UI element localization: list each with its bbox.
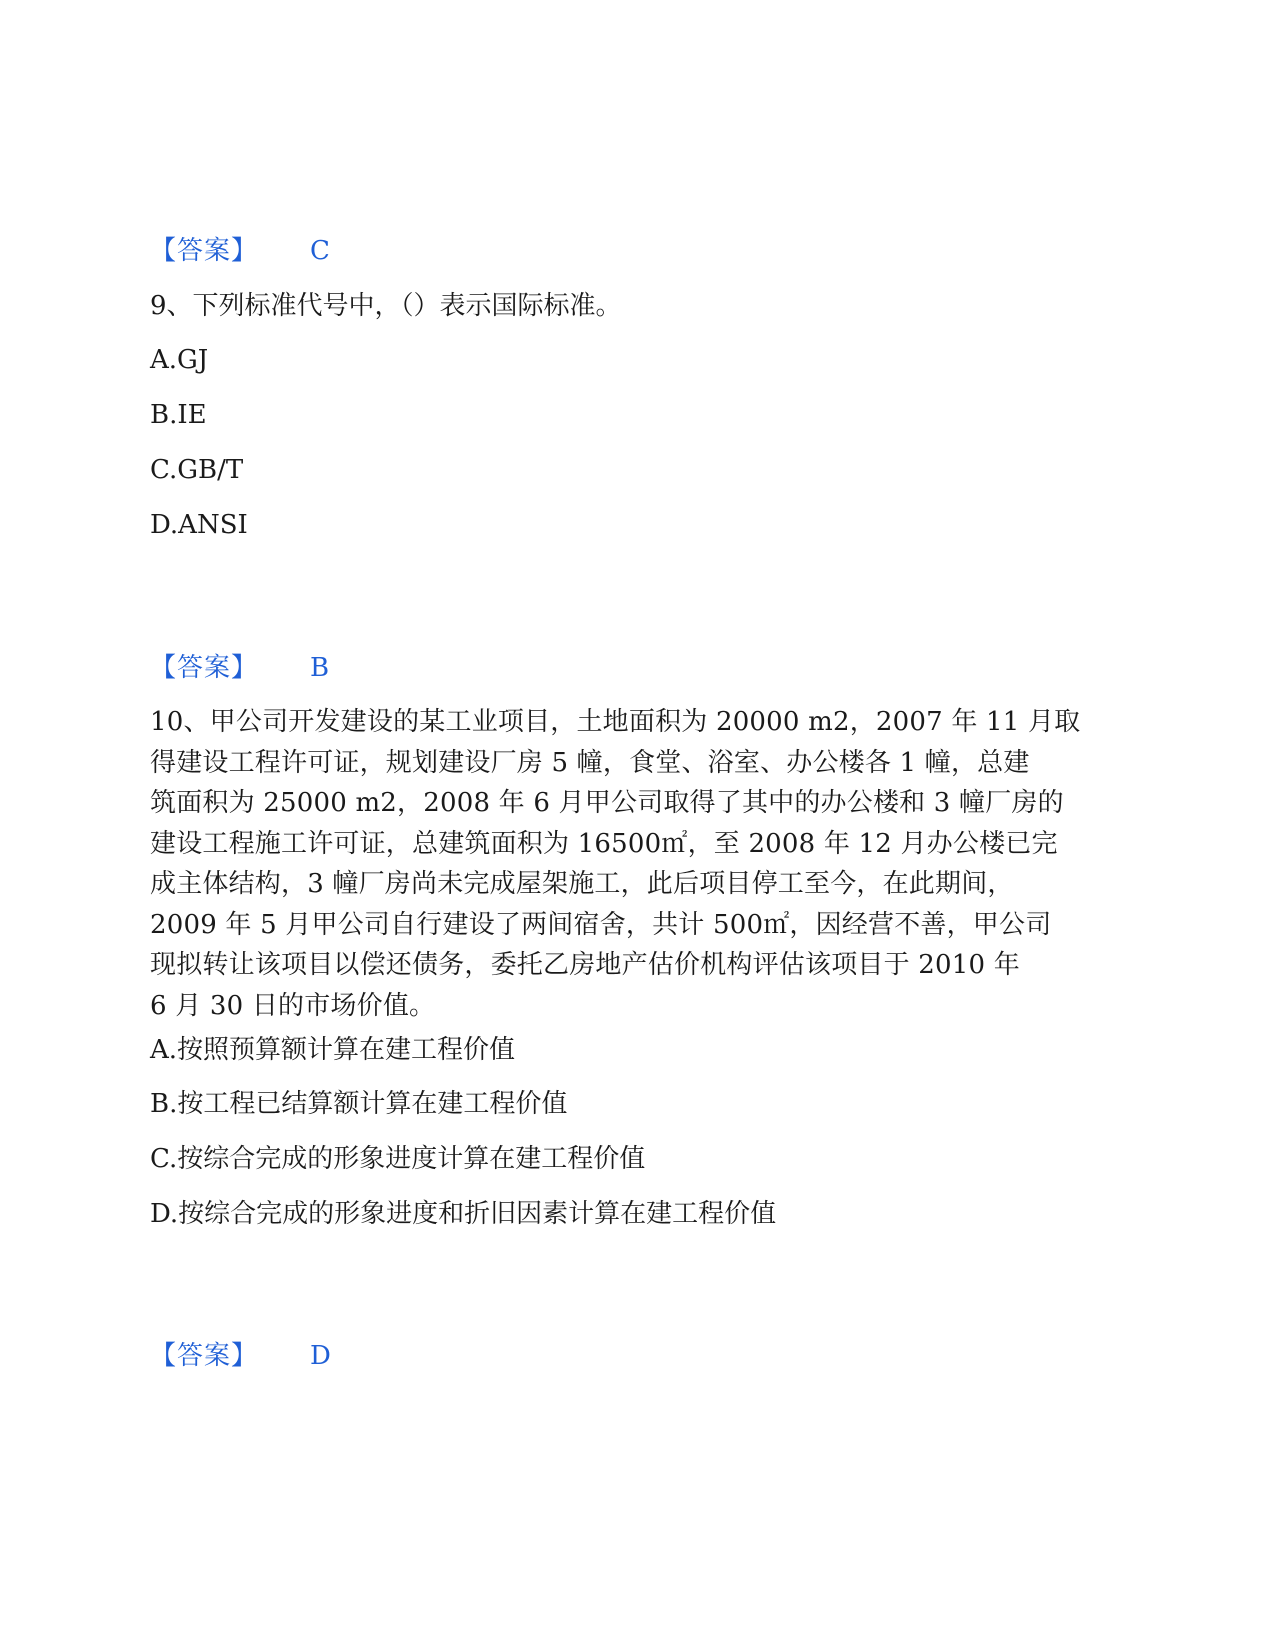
answer-value: D <box>310 1341 331 1371</box>
answer-tag: 【答案】 <box>150 1341 259 1371</box>
question-10-stem <box>150 702 1110 1026</box>
question-10-option-b: B.按工程已结算额计算在建工程价值 <box>150 1089 568 1119</box>
answer-line-q10 <box>150 1341 331 1371</box>
answer-line-q9 <box>150 653 329 683</box>
stem-line: 6 月 30 日的市场价值。 <box>150 990 436 1021</box>
stem-line: 建设工程施工许可证，总建筑面积为 16500㎡，至 2008 年 12 月办公楼已完 <box>150 828 1058 859</box>
question-9-option-b: B.IE <box>150 400 207 430</box>
question-9-option-a: A.GJ <box>150 345 209 375</box>
question-9-stem: 9、下列标准代号中，（）表示国际标准。 <box>150 291 622 321</box>
stem-line: 2009 年 5 月甲公司自行建设了两间宿舍，共计 500㎡，因经营不善，甲公司 <box>150 909 1052 940</box>
stem-line: 得建设工程许可证，规划建设厂房 5 幢，食堂、浴室、办公楼各 1 幢，总建 <box>150 747 1030 778</box>
answer-value: B <box>310 653 330 683</box>
answer-tag: 【答案】 <box>150 653 259 683</box>
stem-line: 10、甲公司开发建设的某工业项目，土地面积为 20000 m2，2007 年 11 月取 <box>150 707 1081 737</box>
answer-line-q8 <box>150 236 330 266</box>
answer-tag: 【答案】 <box>150 236 259 266</box>
stem-line: 成主体结构，3 幢厂房尚未完成屋架施工，此后项目停工至今，在此期间， <box>150 869 1014 899</box>
stem-line: 现拟转让该项目以偿还债务，委托乙房地产估价机构评估该项目于 2010 年 <box>150 950 1020 980</box>
question-10-option-a: A.按照预算额计算在建工程价值 <box>150 1035 516 1065</box>
question-10-option-c: C.按综合完成的形象进度计算在建工程价值 <box>150 1144 646 1174</box>
question-9-option-c: C.GB/T <box>150 455 244 485</box>
question-9-option-d: D.ANSI <box>150 510 248 540</box>
question-10-option-d: D.按综合完成的形象进度和折旧因素计算在建工程价值 <box>150 1199 777 1229</box>
answer-value: C <box>310 236 330 266</box>
stem-line: 筑面积为 25000 m2，2008 年 6 月甲公司取得了其中的办公楼和 3 幢厂房的 <box>150 788 1064 818</box>
